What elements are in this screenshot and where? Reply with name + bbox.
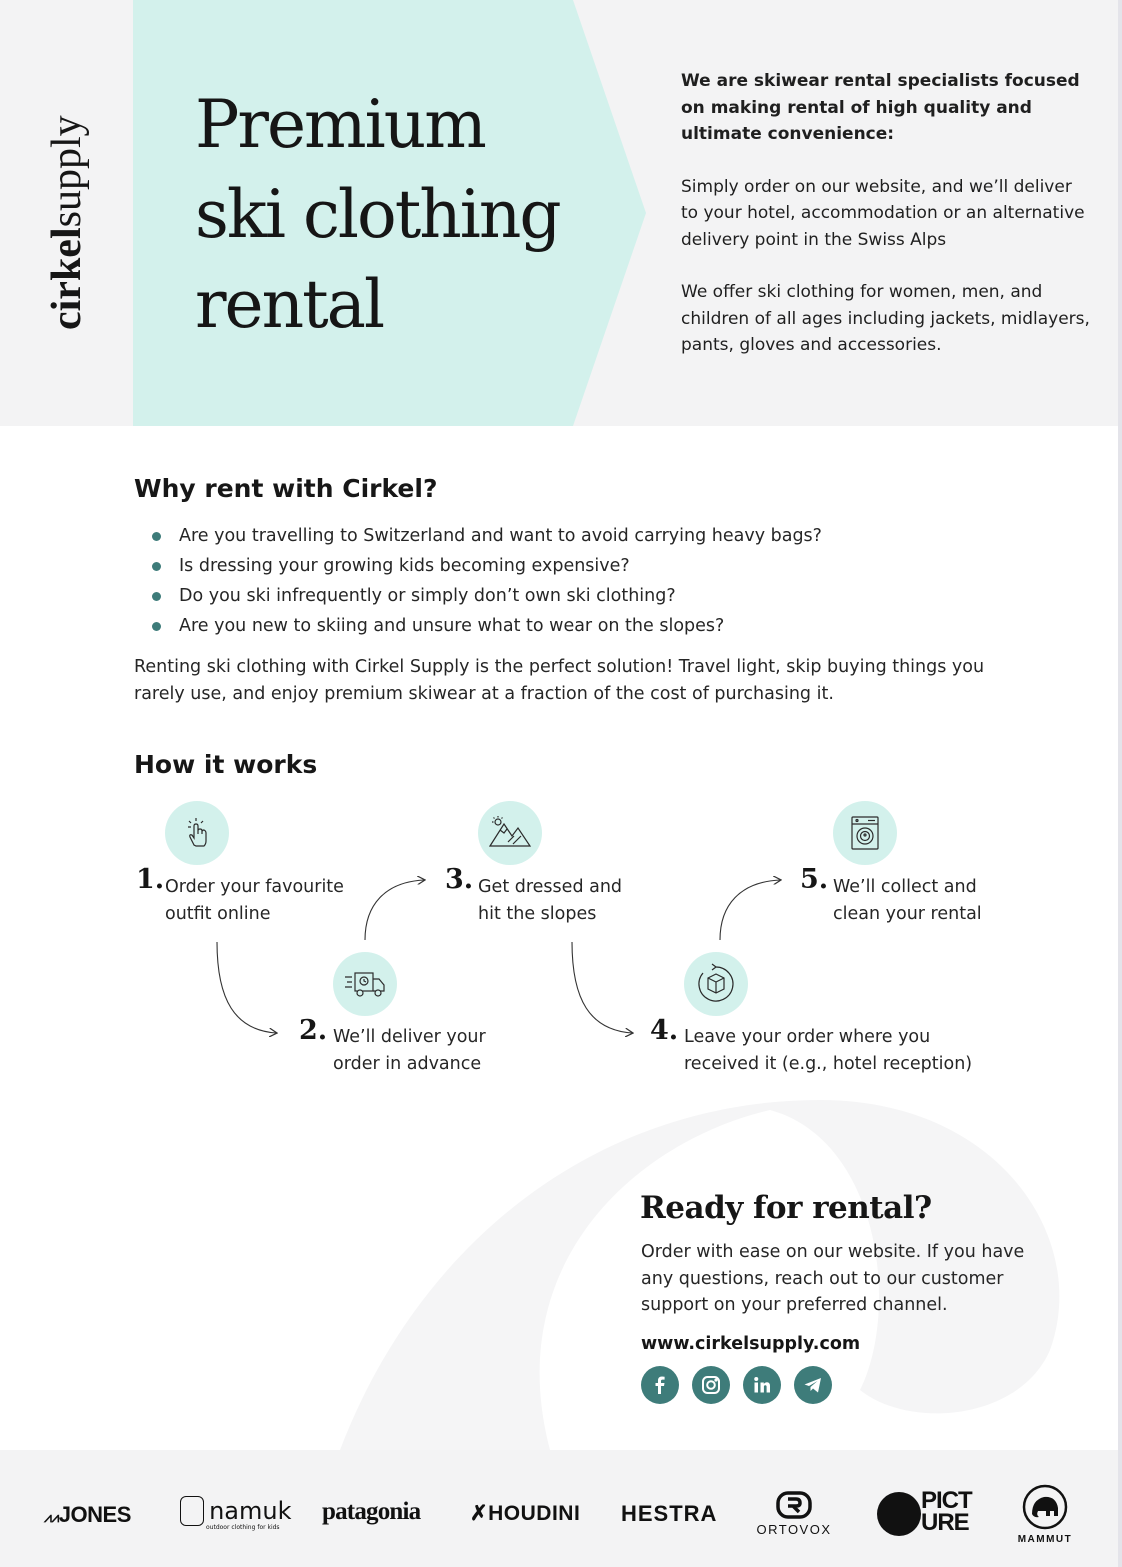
mammut-wordmark: MAMMUT bbox=[1017, 1534, 1073, 1545]
question-text: Are you travelling to Switzerland and want to avoid carrying heavy bags? bbox=[179, 526, 822, 546]
question-text: Are you new to skiing and unsure what to wear on the slopes? bbox=[179, 616, 725, 636]
mountain-mark-icon: ⩘⩘ bbox=[44, 1509, 59, 1525]
arrow-2-to-3 bbox=[365, 880, 424, 940]
bullet-dot bbox=[152, 532, 161, 541]
ortovox-mark-icon bbox=[775, 1490, 813, 1520]
package-return-icon bbox=[684, 952, 748, 1016]
linkedin-icon[interactable] bbox=[743, 1366, 781, 1404]
title-line-1: Premium bbox=[195, 86, 485, 163]
step-5-line-1: We’ll collect and bbox=[833, 877, 977, 897]
ortovox-wordmark: ORTOVOX bbox=[756, 1522, 832, 1537]
owl-icon bbox=[180, 1496, 204, 1526]
question-text: Is dressing your growing kids becoming expensive? bbox=[179, 556, 630, 576]
patagonia-logo: patagonia bbox=[322, 1498, 421, 1525]
bullet-dot bbox=[152, 562, 161, 571]
telegram-icon[interactable] bbox=[794, 1366, 832, 1404]
list-item bbox=[152, 611, 1012, 641]
hero-paragraph-offer: We offer ski clothing for women, men, and children of all ages including jackets, midlayers, pants, gloves and accessories. bbox=[681, 282, 1090, 355]
step-5-line-2: clean your rental bbox=[833, 903, 982, 924]
website-link[interactable]: www.cirkelsupply.com bbox=[641, 1334, 861, 1354]
houdini-logo: ✗HOUDINI bbox=[470, 1502, 581, 1525]
facebook-icon[interactable] bbox=[641, 1366, 679, 1404]
hero-copy bbox=[681, 68, 1091, 385]
list-item bbox=[152, 521, 1012, 551]
hestra-logo: HESTRA bbox=[621, 1501, 718, 1526]
why-question-list bbox=[152, 521, 1012, 641]
bullet-dot bbox=[152, 622, 161, 631]
namuk-tagline: outdoor clothing for kids bbox=[206, 1524, 280, 1531]
why-paragraph: Renting ski clothing with Cirkel Supply is the perfect solution! Travel light, skip buying things you rarely use, and enjoy premium skiwear at a fraction of the cost of purchasing it. bbox=[134, 657, 985, 704]
social-links bbox=[641, 1366, 832, 1404]
cta-text: Order with ease on our website. If you have any questions, reach out to our customer support on your preferred channel. bbox=[641, 1242, 1025, 1315]
pointer-click-icon bbox=[165, 801, 229, 865]
bullet-dot bbox=[152, 592, 161, 601]
title-line-2: ski clothing bbox=[195, 176, 560, 253]
arrow-1-to-2 bbox=[217, 942, 276, 1033]
step-4-line-2: received it (e.g., hotel reception) bbox=[684, 1053, 973, 1074]
question-text: Do you ski infrequently or simply don’t own ski clothing? bbox=[179, 586, 676, 606]
step-2-number: 2. bbox=[299, 1015, 328, 1046]
mammoth-icon bbox=[1022, 1484, 1068, 1530]
washing-machine-icon bbox=[833, 801, 897, 865]
step-5-number: 5. bbox=[800, 864, 829, 895]
list-item bbox=[152, 581, 1012, 611]
step-2-line-1: We’ll deliver your bbox=[333, 1027, 486, 1047]
cta-heading: Ready for rental? bbox=[640, 1190, 932, 1226]
page-title bbox=[195, 80, 595, 350]
delivery-truck-icon bbox=[333, 952, 397, 1016]
brand-name-bold: cirkel bbox=[44, 227, 90, 330]
namuk-logo: namuk outdoor clothing for kids bbox=[180, 1496, 292, 1526]
why-heading: Why rent with Cirkel? bbox=[134, 474, 438, 503]
how-heading: How it works bbox=[134, 750, 318, 779]
step-1-text bbox=[165, 874, 344, 927]
step-1-line-2: outfit online bbox=[165, 903, 271, 924]
step-3-line-2: hit the slopes bbox=[478, 903, 597, 924]
step-3-text bbox=[478, 874, 622, 927]
houdini-mark-icon: ✗ bbox=[470, 1502, 489, 1525]
jones-logo: ⩘⩘JONES bbox=[44, 1502, 131, 1527]
arrow-3-to-4 bbox=[572, 942, 632, 1033]
step-4-number: 4. bbox=[650, 1015, 679, 1046]
instagram-icon[interactable] bbox=[692, 1366, 730, 1404]
svg-text:cirkelsupply bbox=[44, 115, 90, 330]
hero-paragraph-delivery: Simply order on our website, and we’ll deliver to your hotel, accommodation or an alternative delivery point in the Swiss Alps bbox=[681, 176, 1085, 250]
hero-lead: We are skiwear rental specialists focused on making rental of high quality and ultimate convenience: bbox=[681, 71, 1080, 144]
partner-logos-bar: ⩘⩘JONES namuk outdoor clothing for kids patagonia ✗HOUDINI HESTRA ORTOVOX PICT URE MAMMUT bbox=[0, 1450, 1118, 1567]
step-2-line-2: order in advance bbox=[333, 1053, 482, 1074]
mountains-icon bbox=[478, 801, 542, 865]
page-edge bbox=[1118, 0, 1122, 1567]
picture-mark-icon bbox=[877, 1492, 921, 1536]
brand-name-light: supply bbox=[44, 115, 90, 228]
step-3-number: 3. bbox=[445, 864, 474, 895]
list-item bbox=[152, 551, 1012, 581]
step-3-line-1: Get dressed and bbox=[478, 877, 623, 897]
brand-logo bbox=[42, 90, 92, 335]
arrow-4-to-5 bbox=[720, 880, 780, 940]
step-1-number: 1. bbox=[136, 864, 165, 895]
step-1-line-1: Order your favourite bbox=[165, 877, 344, 897]
ortovox-logo bbox=[744, 1490, 844, 1537]
mammut-logo bbox=[1010, 1484, 1080, 1545]
step-4-line-1: Leave your order where you bbox=[684, 1027, 931, 1047]
step-5-text bbox=[833, 874, 982, 927]
title-line-3: rental bbox=[195, 266, 384, 343]
